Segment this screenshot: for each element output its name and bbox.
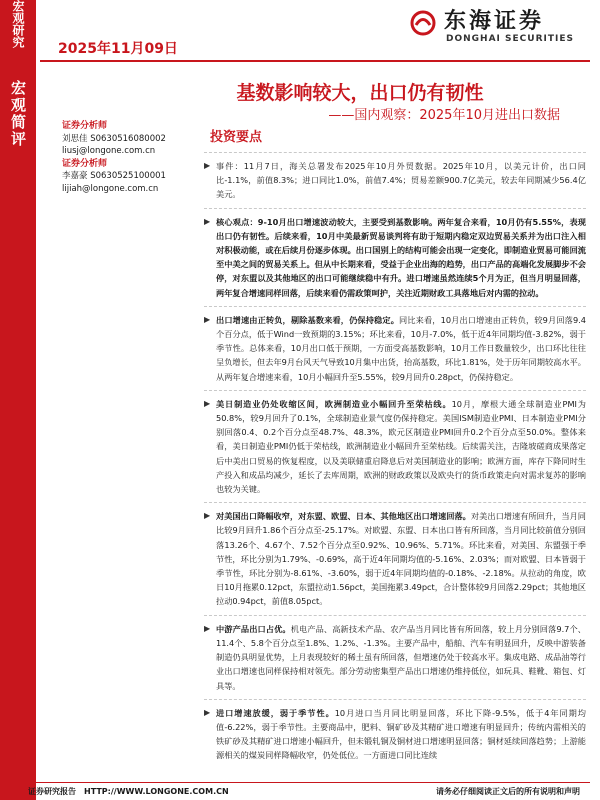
bullet-arrow-icon: ▶	[204, 623, 211, 633]
bullet-lead: 中游产品出口占优。	[216, 623, 291, 634]
bullet-point	[204, 215, 586, 300]
header-divider	[40, 60, 590, 62]
bullet-lead: 美日制造业仍处收缩区间，欧洲制造业小幅回升至荣枯线。	[216, 398, 452, 409]
report-title: 基数影响较大，出口仍有韧性	[236, 82, 484, 104]
analyst-card	[62, 158, 192, 196]
analyst-cert: S0630516080002	[90, 133, 166, 144]
analyst-card	[62, 120, 192, 158]
analyst-name: 李嘉豪	[62, 171, 88, 181]
bullet-text: 事件：11月7日，海关总署发布2025年10月外贸数据。2025年10月，以美元计价，出口同比-1.1%，前值8.3%；进口同比1.0%，前值7.4%；贸易差额900.7亿美元，较去年同期减少56.4亿美元。	[216, 161, 586, 200]
bullet-point	[204, 509, 586, 608]
analyst-email[interactable]: lijiah@longone.com.cn	[62, 183, 159, 194]
bullet-arrow-icon: ▶	[204, 216, 211, 226]
divider	[204, 390, 586, 392]
bullet-text: 对美出口增速有所回升，当月同比较9月回升1.86个百分点至-25.17%。对欧盟、东盟、日本出口皆有所回落，当月同比较前值分别回落13.26个、4.67个、7.52个百分点至0.92%、10.96%、5.71%。环比来看，对美国、东盟强于季节性，环比分别为1.79%、-0.69%，高于近4年同期均值的-5.16%、2.03%；而对欧盟、日本皆弱于季节性，环比分别为-8.61%、-3.60%，弱于近4年同期均值的-0.18%、-2.18%。从拉动的角度，欧日10月拖累0.12pct，东盟拉动1.56pct，美国拖累3.49pct，合计整体较9月回落2.29pct；其他地区拉动0.94pct，前值8.05pct。	[216, 511, 586, 607]
bullet-arrow-icon: ▶	[204, 707, 211, 717]
analyst-email[interactable]: liusj@longone.com.cn	[62, 146, 156, 156]
company-logo	[410, 4, 582, 48]
sidebar-category: 宏观简评	[9, 80, 27, 148]
report-subtitle: ——国内观察：2025年10月进出口数据	[328, 108, 560, 123]
divider	[204, 152, 586, 154]
key-points	[204, 146, 586, 763]
bullet-arrow-icon: ▶	[204, 161, 211, 170]
bullet-arrow-icon: ▶	[204, 511, 211, 521]
divider	[204, 306, 586, 308]
divider	[204, 208, 586, 210]
analyst-role: 证券分析师	[62, 158, 108, 169]
bullet-lead: 核心观点：9-10月出口增速波动较大，主要受到基数影响。两年复合来看，10月仍有5.55%，表现出口仍有韧性。后续来看，10月中美最新贸易谈判将有助于短期内稳定双边贸易关系并为出口注入相对积极动能，或在后续月份逐步体现。出口国别上的结构可能会出现一定变化，即制造业贸易可能回流至中美之间的贸易关系上。但从中长期来看，受益于企业出海的趋势，出口产品的高端化发展脚步不会停，对东盟以及其他地区的出口可能继续稳中有升。进口增速虽然连续5个月为正，但当月明显回落，两年复合增速同样回落，后续来看仍需政策呵护，关注近期财政工具落地后对内需的拉动。	[216, 216, 586, 298]
bullet-arrow-icon: ▶	[204, 398, 211, 408]
bullet-point	[204, 397, 586, 496]
bullet-arrow-icon: ▶	[204, 314, 211, 324]
section-title: 投资要点	[210, 130, 263, 145]
bullet-text: 10月，摩根大通全球制造业PMI为50.8%，较9月回升了0.1%，全球制造业景气度仍保持稳定。美国ISM制造业PMI、日本制造业PMI分别回落0.4、0.2个百分点至48.7%、48.3%，欧元区制造业PMI回升0.2个百分点至50.0%。整体来看，美日制造业PMI仍低于荣枯线，欧洲制造业小幅回升至荣枯线。后续需关注，吉隆坡磋商成果落定后中美出口贸易的恢复程度，以及美联储重启降息后对美国制造业的影响；欧洲方面，库存下降同时生产投入和成品均减少，延长了去库周期，欧洲的财政政策以及欧央行的货币政策走向对需求复苏的影响也较为关键。	[216, 398, 586, 495]
divider	[204, 699, 586, 701]
analyst-role: 证券分析师	[62, 121, 108, 131]
footer-disclaimer: 请务必仔细阅读正文后的所有说明和声明	[436, 787, 580, 796]
analyst-panel	[62, 120, 192, 195]
donghai-logo-icon	[410, 10, 436, 36]
divider	[204, 615, 586, 617]
bullet-text: 10月进口当月同比明显回落，环比下降-9.5%，低于4年同期均值-6.22%，弱于季节性。主要商品中，肥料、铜矿砂及其精矿进口增速有明显回升；传统内需相关的铁矿砂及其精矿进口增速小幅回升，但未锻轧铜及铜材进口增速明显回落；铜材延续回落趋势；上游能源相关的煤炭同样降幅收窄，仍处低位。一方面进口同比连续	[216, 707, 586, 761]
sidebar-report-type: 宏观研究	[11, 0, 25, 48]
bullet-lead: 进口增速放缓，弱于季节性。	[216, 707, 335, 718]
bullet-text: 机电产品、高新技术产品、农产品当月同比皆有所回落，较上月分别回落9.7个、11.4个、5.8个百分点至1.8%、1.2%、-1.3%。主要产品中，船舶、汽车有明显回升，反映中游装备制造仍具明显优势，上月表现较好的稀土虽有所回落，但增速仍处于较高水平。集成电路、成品油等行业出口增速也同样保持相对领先。部分劳动密集型产品出口增速仍维持低位，如玩具、鞋靴、箱包、灯具等。	[216, 623, 586, 691]
bullet-point	[204, 622, 586, 693]
footer-website[interactable]: 证券研究报告 HTTP://WWW.LONGONE.COM.CN	[28, 787, 229, 796]
logo-chinese-name: 东海证券	[444, 9, 545, 34]
analyst-cert: S0630525100001	[90, 171, 166, 181]
analyst-name: 刘思佳	[62, 133, 88, 144]
bullet-point	[204, 313, 586, 384]
sidebar-band	[0, 0, 36, 800]
analyst-line	[62, 170, 192, 183]
bullet-lead: 出口增速由正转负，剔除基数来看，仍保持稳定。	[216, 314, 400, 325]
report-date: 2025年11月09日	[58, 41, 178, 57]
bullet-point	[204, 706, 586, 763]
divider	[204, 502, 586, 504]
bullet-point	[204, 159, 586, 202]
bullet-lead: 对美国出口降幅收窄，对东盟、欧盟、日本、其他地区出口增速回落。	[216, 511, 471, 522]
bullet-text: 同比来看，10月出口增速由正转负，较9月回落9.4个百分点，低于Wind一致预期的3.15%；环比来看，10月-7.0%，低于近4年同期均值-3.82%，弱于季节性。总体来看，10月出口低于预期，一方面受高基数影响，10月工作日数量较少，出口环比往往呈负增长，但去年9月台风天气导致10月集中出货，抬高基数，环比1.81%，处于历年同期较高水平。从两年复合增速来看，10月小幅回升至5.55%，较9月回升0.28pct，仍保持稳定。	[216, 314, 586, 382]
logo-english-name: DONGHAI SECURITIES	[446, 34, 574, 44]
footer-divider	[10, 782, 590, 783]
analyst-line	[62, 133, 192, 146]
